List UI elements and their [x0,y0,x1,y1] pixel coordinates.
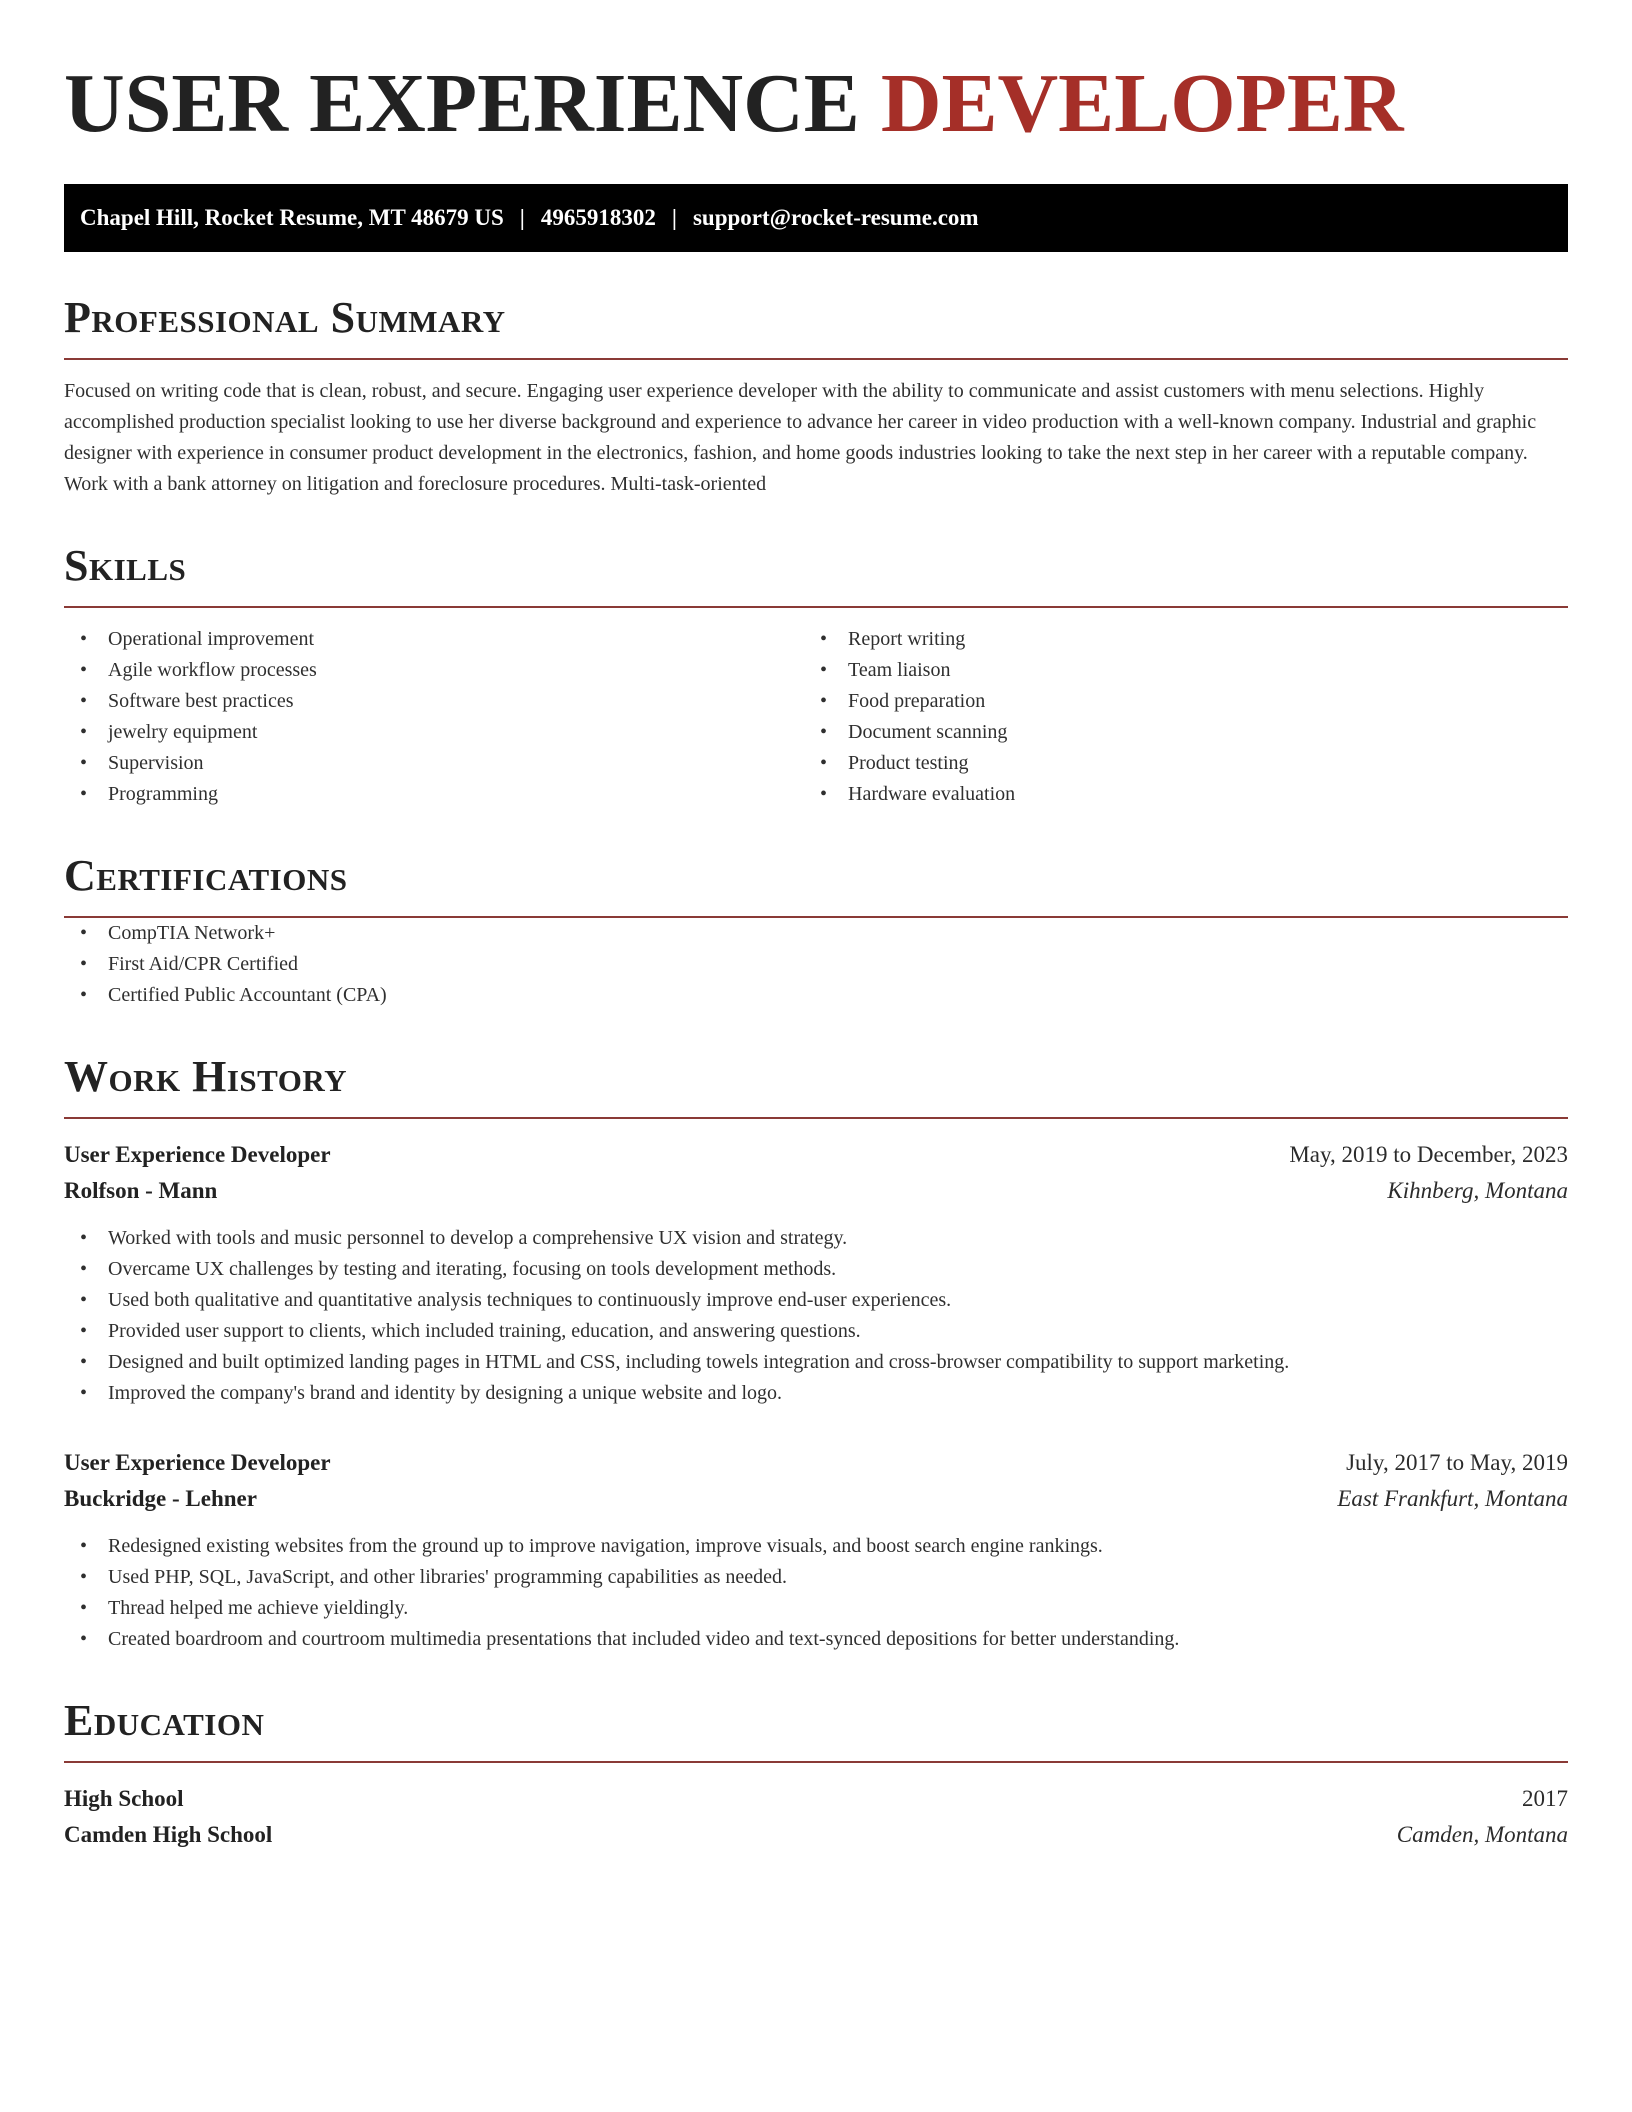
skills-section [64,540,1568,810]
job-role: User Experience Developer [64,1450,331,1475]
job-company-row [64,1173,1568,1209]
section-title-work-history: Work History [64,1051,1568,1119]
section-title-summary: Professional Summary [64,292,1568,360]
candidate-name [64,56,1568,152]
section-title-certifications: Certifications [64,850,1568,918]
job-duty: • Used PHP, SQL, JavaScript, and other libraries' programming capabilities as needed. [64,1562,1568,1593]
certifications-section [64,850,1568,1011]
skill-item: • Agile workflow processes [64,655,816,686]
skills-list-right [816,624,1568,810]
job-dates: July, 2017 to May, 2019 [1346,1450,1568,1475]
job-company-row [64,1481,1568,1517]
skills-grid [64,624,1568,810]
job-duty: • Overcame UX challenges by testing and iterating, focusing on tools development methods. [64,1254,1568,1285]
contact-address: Chapel Hill, Rocket Resume, MT 48679 US [80,205,504,230]
job-duty: • Designed and built optimized landing pages in HTML and CSS, including towels integration and cross-browser compatibility to support marketing. [64,1347,1568,1378]
skill-item: • Food preparation [816,686,1568,717]
job-duty: • Used both qualitative and quantitative analysis techniques to continuously improve end-user experiences. [64,1285,1568,1316]
contact-separator: | [671,205,677,230]
contact-bar [64,184,1568,252]
contact-separator: | [519,205,525,230]
name-last: DEVELOPER [880,57,1404,150]
skill-item: • Team liaison [816,655,1568,686]
summary-text: Focused on writing code that is clean, robust, and secure. Engaging user experience developer with the ability to communicate and assist customers with menu selections. Highly accomplished production specialist looking to use her diverse background and experience to advance her career in video production with a well-known company. Industrial and graphic designer with experience in consumer product development in the electronics, fashion, and home goods industries looking to take the next step in her career with a reputable company. Work with a bank attorney on litigation and foreclosure procedures. Multi-task-oriented [64,380,1537,495]
certifications-list [64,918,1568,1011]
job-entry [64,1445,1568,1655]
job-header-row [64,1445,1568,1481]
skill-item: • Document scanning [816,717,1568,748]
name-first: USER EXPERIENCE [64,57,860,150]
job-duty: • Worked with tools and music personnel to develop a comprehensive UX vision and strategy. [64,1223,1568,1254]
skill-item: • Hardware evaluation [816,779,1568,810]
education-year: 2017 [1522,1786,1568,1811]
skill-item: • Operational improvement [64,624,816,655]
job-duties-list [64,1223,1568,1409]
skills-column-right [816,624,1568,810]
education-degree-row [64,1781,1568,1817]
certification-item: • CompTIA Network+ [64,918,1568,949]
skills-list-left [64,624,816,810]
education-school-row [64,1817,1568,1853]
job-header-row [64,1137,1568,1173]
job-location: East Frankfurt, Montana [1337,1486,1568,1511]
contact-phone: 4965918302 [540,205,656,230]
job-duty: • Thread helped me achieve yieldingly. [64,1593,1568,1624]
certification-item: • Certified Public Accountant (CPA) [64,980,1568,1011]
education-entry [64,1781,1568,1853]
certification-item: • First Aid/CPR Certified [64,949,1568,980]
work-history-section [64,1051,1568,1655]
skill-item: • Report writing [816,624,1568,655]
job-entry [64,1137,1568,1409]
job-duties-list [64,1531,1568,1655]
summary-section [64,292,1568,500]
education-section [64,1695,1568,1853]
skills-column-left [64,624,816,810]
section-title-education: Education [64,1695,1568,1763]
job-duty: • Redesigned existing websites from the ground up to improve navigation, improve visuals, and boost search engine rankings. [64,1531,1568,1562]
skill-item: • Supervision [64,748,816,779]
job-dates: May, 2019 to December, 2023 [1289,1142,1568,1167]
section-title-skills: Skills [64,540,1568,608]
job-company: Buckridge - Lehner [64,1486,257,1511]
skill-item: • jewelry equipment [64,717,816,748]
skill-item: • Programming [64,779,816,810]
education-school: Camden High School [64,1822,273,1847]
job-company: Rolfson - Mann [64,1178,218,1203]
education-location: Camden, Montana [1396,1822,1568,1847]
contact-email[interactable]: support@rocket-resume.com [692,205,979,230]
job-duty: • Created boardroom and courtroom multimedia presentations that included video and text-synced depositions for better understanding. [64,1624,1568,1655]
job-duty: • Improved the company's brand and identity by designing a unique website and logo. [64,1378,1568,1409]
skill-item: • Product testing [816,748,1568,779]
skill-item: • Software best practices [64,686,816,717]
job-location: Kihnberg, Montana [1387,1178,1568,1203]
education-degree: High School [64,1786,184,1811]
job-role: User Experience Developer [64,1142,331,1167]
job-duty: • Provided user support to clients, which included training, education, and answering questions. [64,1316,1568,1347]
